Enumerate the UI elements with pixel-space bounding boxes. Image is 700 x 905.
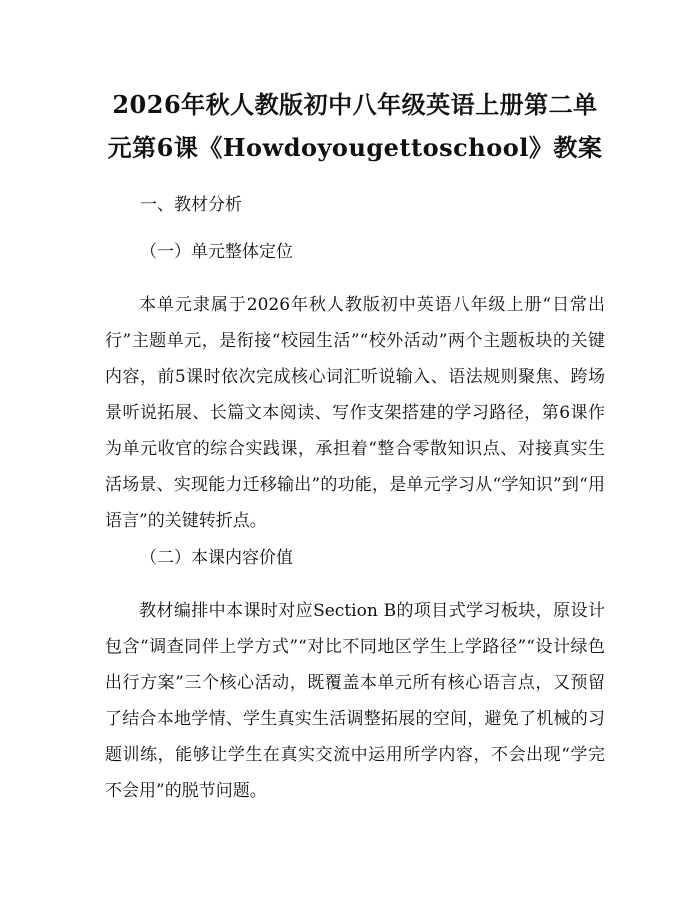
section-heading-analysis: 一、教材分析 [140, 195, 242, 215]
paragraph-lesson-value: 教材编排中本课时对应Section B的项目式学习板块，原设计包含“调查同伴上学方式”“对比不同地区学生上学路径”“设计绿色出行方案”三个核心活动，既覆盖本单元所有核心语言点，又预留了结合本地学情、学生真实生活调整拓展的空间，避免了机械的习题训练，能够让学生在真实交流中运用所学内容，不会出现“学完不会用”的脱节问题。 [105, 601, 605, 801]
document-title-line-2: 元第6课《Howdoyougettoschool》教案 [107, 133, 603, 162]
subsection-heading-lesson-value: （二）本课内容价值 [140, 548, 293, 568]
paragraph-unit-positioning: 本单元隶属于2026年秋人教版初中英语八年级上册“日常出行”主题单元，是衔接“校园生活”“校外活动”两个主题板块的关键内容，前5课时依次完成核心词汇听说输入、语法规则聚焦、跨场景听说拓展、长篇文本阅读、写作支架搭建的学习路径，第6课作为单元收官的综合实践课，承担着“整合零散知识点、对接真实生活场景、实现能力迁移输出”的功能，是单元学习从“学知识”到“用语言”的关键转折点。 [105, 295, 605, 531]
subsection-heading-unit-positioning: （一）单元整体定位 [140, 242, 293, 262]
document-title-line-1: 2026年秋人教版初中八年级英语上册第二单 [112, 90, 598, 119]
